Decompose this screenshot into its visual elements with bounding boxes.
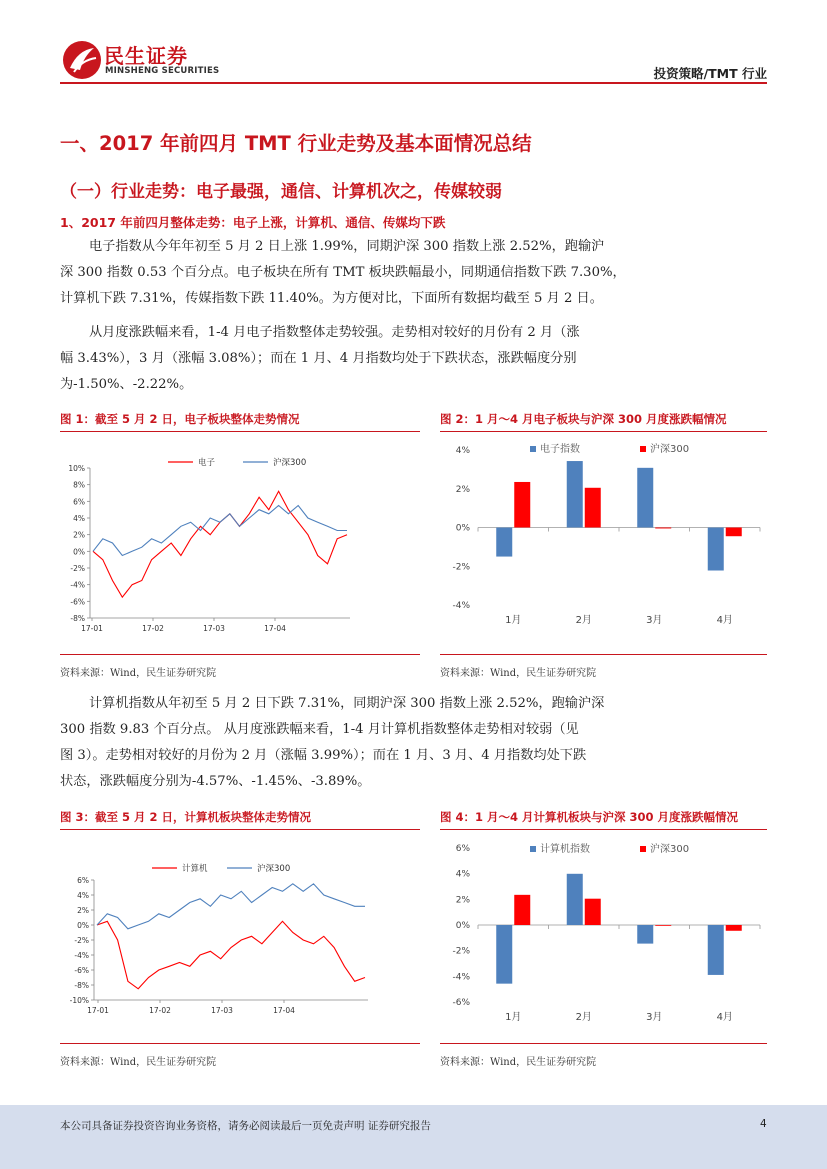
series-line-0 bbox=[93, 491, 347, 597]
page-footer bbox=[0, 1105, 827, 1169]
series-line-1 bbox=[93, 506, 347, 556]
y-tick-label: 2% bbox=[455, 895, 470, 906]
figure-4-title-rule bbox=[440, 829, 767, 830]
section-heading: 一、2017 年前四月 TMT 行业走势及基本面情况总结 bbox=[60, 132, 532, 155]
figure-3-title: 图 3：截至 5 月 2 日，计算机板块整体走势情况 bbox=[60, 810, 312, 824]
x-tick-label: 3月 bbox=[646, 1012, 663, 1023]
legend-label-1: 沪深300 bbox=[650, 444, 690, 455]
figure-3-title-rule bbox=[60, 829, 420, 830]
x-tick-label: 17-01 bbox=[81, 624, 103, 633]
paragraph-3-line-2: 300 指数 9.83 个百分点。 从月度涨跌幅来看，1-4 月计算机指数整体走势相对较弱（见 bbox=[60, 722, 579, 737]
bar-0-1 bbox=[567, 874, 583, 925]
bar-0-2 bbox=[637, 925, 653, 944]
y-tick-label: 4% bbox=[455, 446, 470, 456]
bar-1-2 bbox=[655, 925, 671, 926]
y-tick-label: -6% bbox=[452, 998, 470, 1008]
legend-label-1: 沪深300 bbox=[257, 864, 291, 874]
y-tick-label: 10% bbox=[68, 464, 85, 473]
figure-4-title: 图 4：1 月～4 月计算机板块与沪深 300 月度涨跌幅情况 bbox=[440, 810, 739, 824]
bar-0-3 bbox=[708, 925, 724, 975]
y-tick-label: -8% bbox=[70, 614, 85, 623]
x-tick-label: 17-03 bbox=[203, 624, 225, 633]
figure-2-bar-chart bbox=[430, 438, 767, 648]
paragraph-1-line-3: 计算机下跌 7.31%，传媒指数下跌 11.40%。为方便对比，下面所有数据均截至 5 月 2 日。 bbox=[60, 291, 603, 306]
y-tick-label: -4% bbox=[70, 580, 85, 590]
bar-1-1 bbox=[585, 488, 601, 528]
brand-logo bbox=[62, 38, 232, 82]
y-tick-label: 0% bbox=[73, 547, 85, 557]
paragraph-3-line-1: 计算机指数从年初至 5 月 2 日下跌 7.31%，同期沪深 300 指数上涨 2.52%，跑输沪深 bbox=[89, 696, 605, 711]
x-tick-label: 17-04 bbox=[264, 624, 286, 633]
bar-1-0 bbox=[514, 895, 530, 925]
x-tick-label: 1月 bbox=[505, 1012, 522, 1023]
y-tick-label: -4% bbox=[452, 972, 470, 983]
bar-0-0 bbox=[496, 925, 512, 984]
legend-swatch-1 bbox=[640, 846, 646, 852]
y-tick-label: -2% bbox=[452, 562, 470, 573]
bar-1-0 bbox=[514, 482, 530, 528]
paragraph-1-line-2: 深 300 指数 0.53 个百分点。电子板块在所有 TMT 板块跌幅最小，同期通信指数下跌 7.30%， bbox=[60, 265, 626, 280]
bar-1-2 bbox=[655, 528, 671, 529]
paragraph-2-line-2: 幅 3.43%），3 月（涨幅 3.08%）；而在 1 月、4 月指数均处于下跌状态，涨跌幅度分别 bbox=[60, 351, 577, 366]
x-tick-label: 3月 bbox=[646, 615, 663, 626]
x-tick-label: 4月 bbox=[716, 615, 733, 626]
x-tick-label: 2月 bbox=[575, 1012, 592, 1023]
figure-3-line-chart bbox=[60, 840, 420, 1040]
y-tick-label: 2% bbox=[455, 484, 470, 495]
legend-swatch-0 bbox=[530, 446, 536, 452]
paragraph-2-line-1: 从月度涨跌幅来看，1-4 月电子指数整体走势较强。走势相对较好的月份有 2 月（涨 bbox=[89, 325, 580, 340]
legend-label-0: 计算机指数 bbox=[540, 844, 590, 855]
x-tick-label: 1月 bbox=[505, 615, 522, 626]
figure-3-source: 资料来源：Wind，民生证券研究院 bbox=[60, 1057, 217, 1068]
y-tick-label: -8% bbox=[74, 981, 89, 990]
logo-chinese-name: 民生证券 bbox=[104, 44, 188, 68]
figure-1-title-rule bbox=[60, 431, 420, 432]
bar-1-3 bbox=[726, 925, 742, 931]
figure-1-line-chart bbox=[60, 440, 420, 650]
figure-4-source-rule bbox=[440, 1043, 767, 1044]
x-tick-label: 2月 bbox=[575, 615, 592, 626]
legend-swatch-0 bbox=[530, 846, 536, 852]
y-tick-label: -6% bbox=[74, 966, 89, 975]
footer-disclaimer: 本公司具备证券投资咨询业务资格，请务必阅读最后一页免责声明 证券研究报告 bbox=[60, 1120, 431, 1132]
y-tick-label: -6% bbox=[70, 597, 85, 607]
x-tick-label: 17-04 bbox=[273, 1006, 295, 1015]
y-tick-label: -4% bbox=[452, 601, 470, 611]
bar-0-3 bbox=[708, 528, 724, 571]
bar-0-1 bbox=[567, 461, 583, 527]
paragraph-1-line-1: 电子指数从今年年初至 5 月 2 日上涨 1.99%，同期沪深 300 指数上涨 2.52%，跑输沪 bbox=[89, 239, 605, 254]
logo-emblem-icon bbox=[62, 40, 102, 80]
legend-swatch-1 bbox=[640, 446, 646, 452]
bar-1-3 bbox=[726, 528, 742, 537]
figure-1-source: 资料来源：Wind，民生证券研究院 bbox=[60, 668, 217, 679]
y-tick-label: 0% bbox=[455, 523, 470, 534]
y-tick-label: 6% bbox=[73, 497, 85, 507]
legend-label-0: 电子指数 bbox=[540, 444, 580, 455]
paragraph-3-line-4: 状态，涨跌幅度分别为-4.57%、-1.45%、-3.89%。 bbox=[60, 774, 371, 789]
figure-2-source: 资料来源：Wind，民生证券研究院 bbox=[440, 668, 597, 679]
report-category: 投资策略/TMT 行业 bbox=[653, 66, 767, 81]
series-line-1 bbox=[97, 884, 365, 929]
y-tick-label: -2% bbox=[70, 564, 85, 573]
figure-4-source: 资料来源：Wind，民生证券研究院 bbox=[440, 1057, 597, 1068]
y-tick-label: 0% bbox=[455, 921, 470, 931]
y-tick-label: -2% bbox=[452, 946, 470, 957]
subsection-heading: （一）行业走势：电子最强，通信、计算机次之，传媒较弱 bbox=[60, 182, 502, 202]
figure-2-title-rule bbox=[440, 431, 767, 432]
header-divider bbox=[60, 82, 767, 84]
y-tick-label: 6% bbox=[77, 876, 89, 885]
legend-label-0: 电子 bbox=[198, 458, 216, 468]
y-tick-label: 4% bbox=[455, 869, 470, 880]
legend-label-1: 沪深300 bbox=[650, 844, 690, 855]
y-tick-label: 4% bbox=[73, 514, 85, 523]
figure-4-bar-chart bbox=[430, 836, 767, 1036]
figure-2-source-rule bbox=[440, 654, 767, 655]
y-tick-label: 8% bbox=[73, 480, 85, 490]
x-tick-label: 17-03 bbox=[211, 1006, 233, 1015]
x-tick-label: 17-01 bbox=[87, 1006, 109, 1015]
x-tick-label: 17-02 bbox=[142, 624, 164, 633]
x-tick-label: 4月 bbox=[716, 1012, 733, 1023]
bar-0-2 bbox=[637, 468, 653, 528]
figure-2-title: 图 2：1 月～4 月电子板块与沪深 300 月度涨跌幅情况 bbox=[440, 412, 727, 426]
paragraph-2-line-3: 为-1.50%、-2.22%。 bbox=[60, 377, 193, 392]
figure-1-title: 图 1：截至 5 月 2 日，电子板块整体走势情况 bbox=[60, 412, 300, 426]
y-tick-label: -2% bbox=[74, 936, 89, 945]
logo-english-name: MINSHENG SECURITIES bbox=[105, 66, 220, 76]
series-line-0 bbox=[97, 921, 365, 989]
page-number: 4 bbox=[760, 1118, 767, 1130]
bar-1-1 bbox=[585, 899, 601, 925]
y-tick-label: 2% bbox=[77, 906, 89, 915]
y-tick-label: 4% bbox=[77, 891, 89, 900]
y-tick-label: -10% bbox=[69, 996, 89, 1005]
topic-heading: 1、2017 年前四月整体走势：电子上涨，计算机、通信、传媒均下跌 bbox=[60, 215, 446, 230]
y-tick-label: 6% bbox=[455, 844, 470, 854]
bar-0-0 bbox=[496, 528, 512, 557]
figure-1-source-rule bbox=[60, 654, 420, 655]
y-tick-label: 0% bbox=[77, 921, 89, 930]
paragraph-3-line-3: 图 3）。走势相对较好的月份为 2 月（涨幅 3.99%）；而在 1 月、3 月、4 月指数均处下跌 bbox=[60, 748, 587, 763]
figure-3-source-rule bbox=[60, 1043, 420, 1044]
y-tick-label: -4% bbox=[74, 951, 89, 960]
legend-label-1: 沪深300 bbox=[273, 458, 307, 468]
x-tick-label: 17-02 bbox=[149, 1006, 171, 1015]
y-tick-label: 2% bbox=[73, 530, 85, 540]
legend-label-0: 计算机 bbox=[182, 864, 208, 874]
